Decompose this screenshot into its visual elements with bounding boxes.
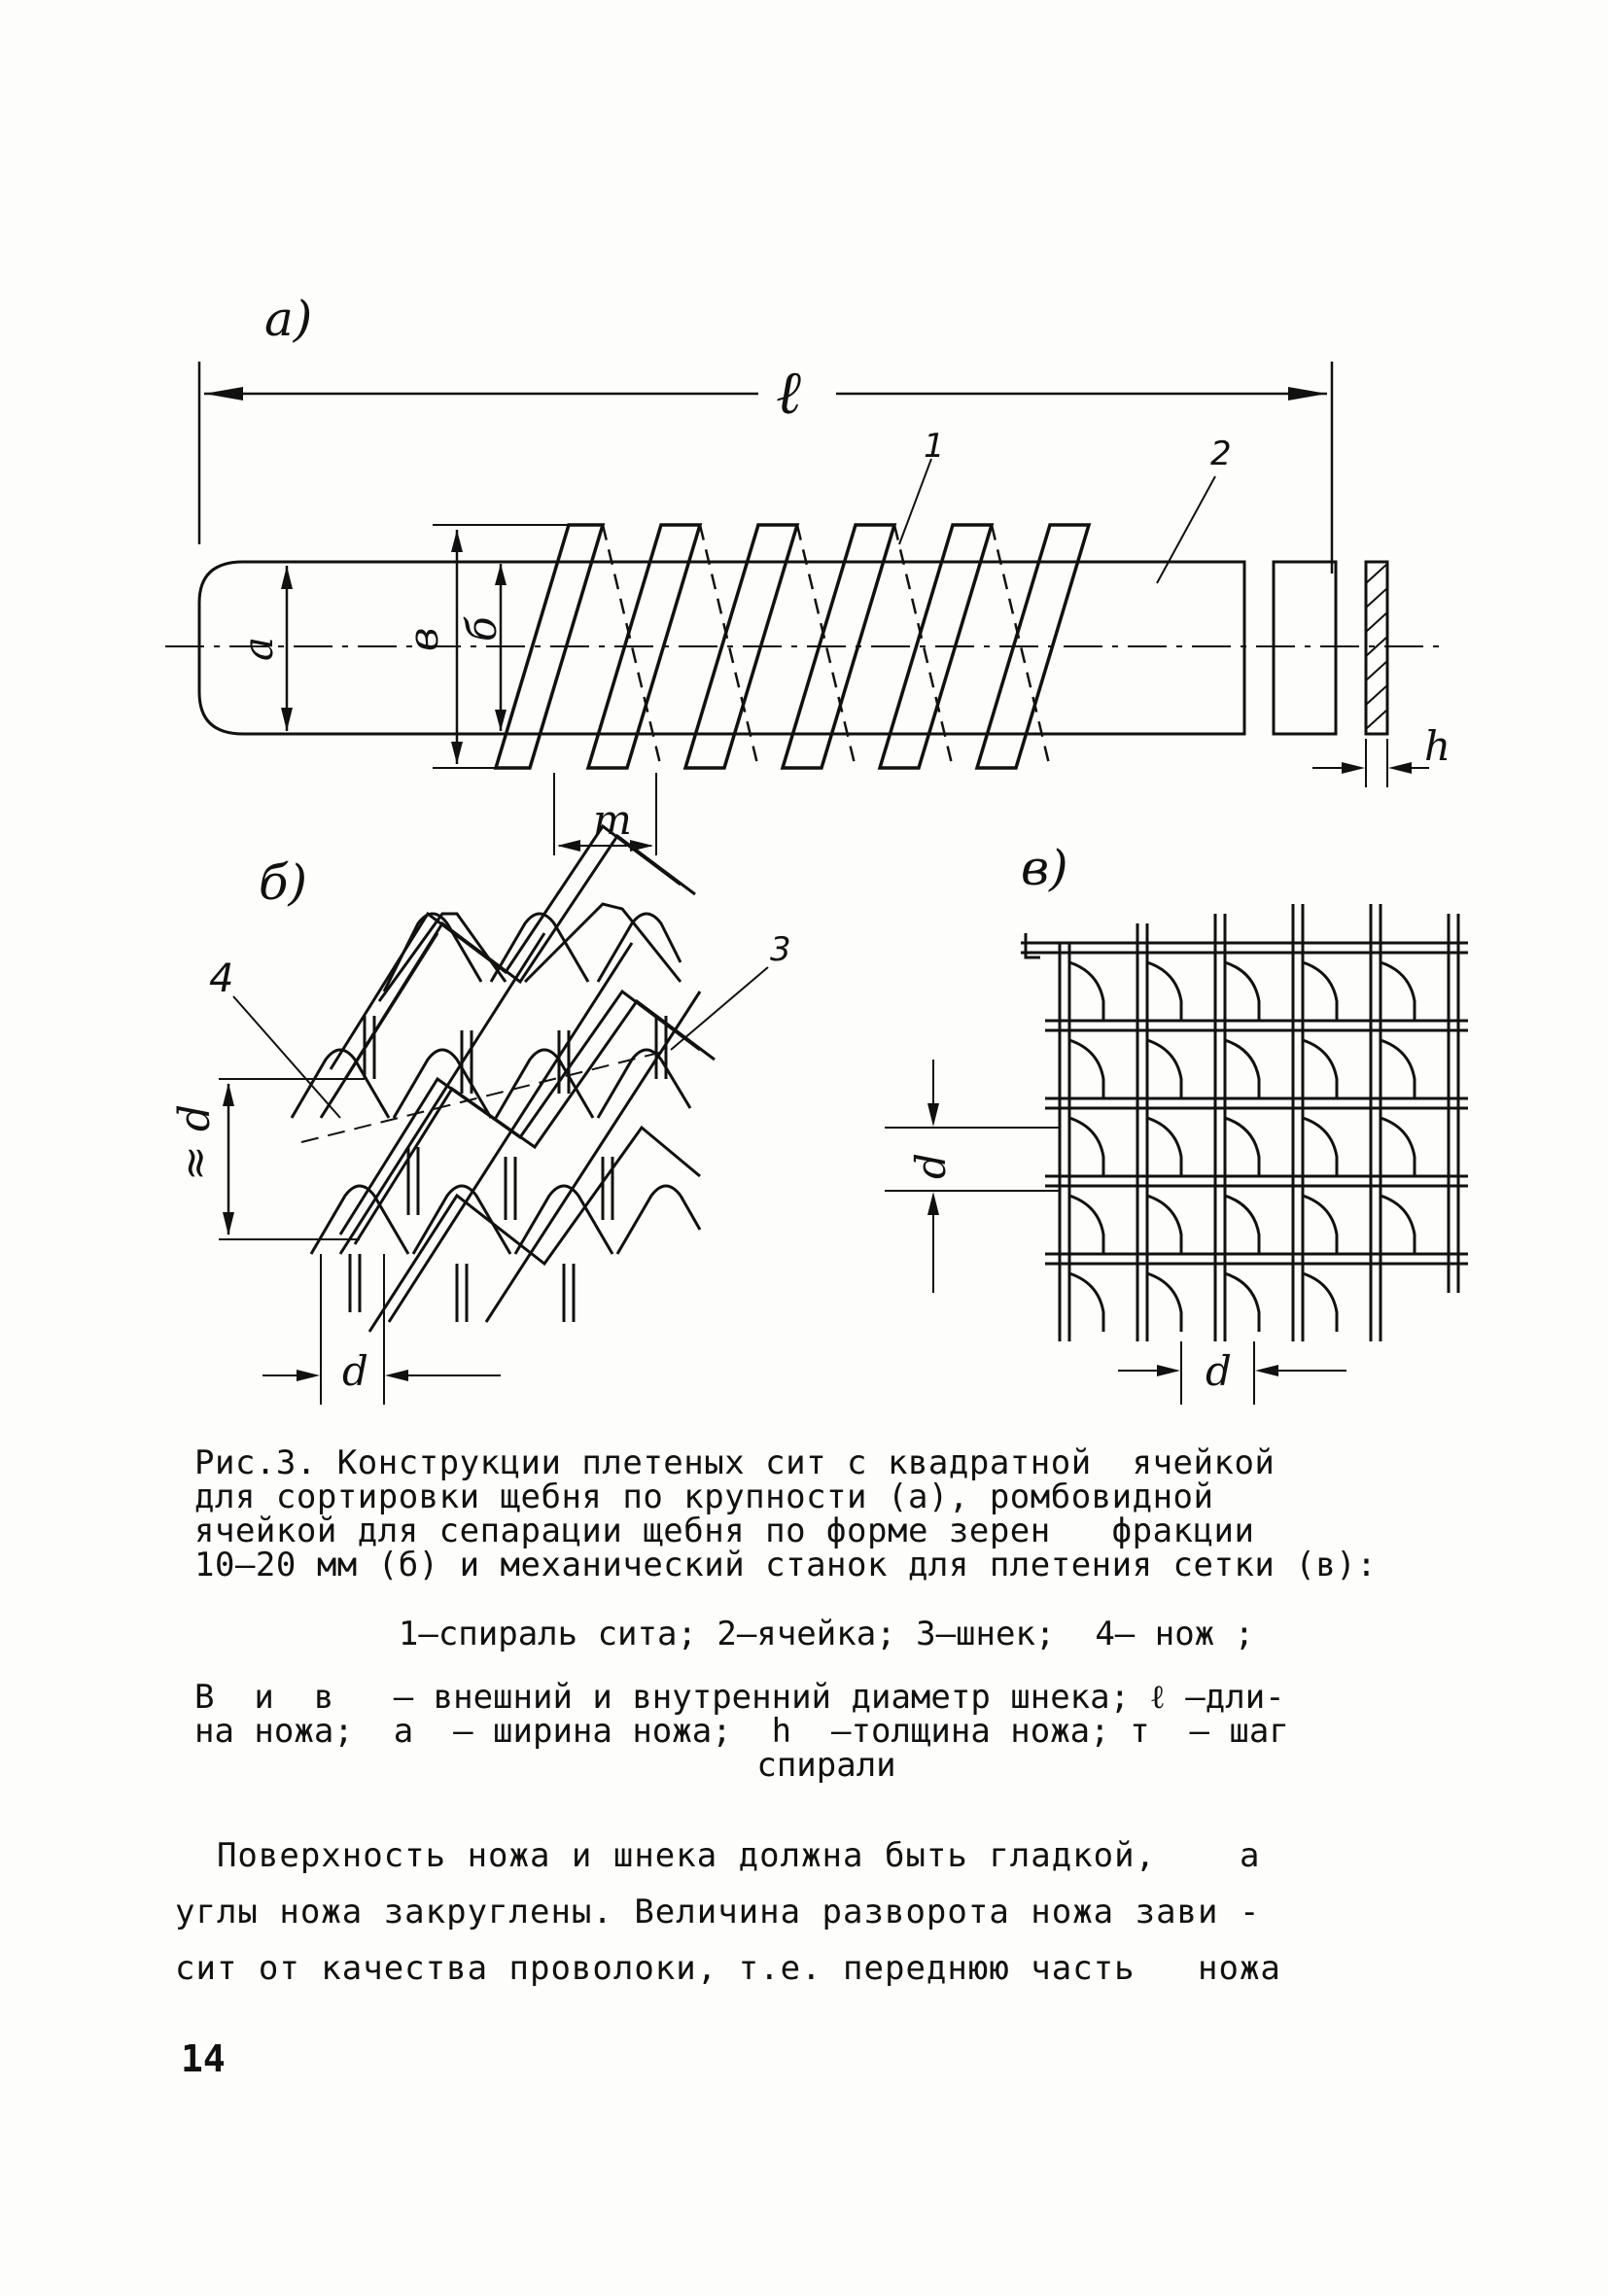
dim-label-d-panel-c-vertical: d [907,1153,955,1179]
callout-2: 2 [1210,435,1232,473]
body-paragraph [175,1827,1458,1997]
caption-line: 10–20 мм (б) и механический станок для плетения сетки (в): [194,1546,1378,1584]
body-line: сит от качества проволоки, т.е. переднюю часть ножа [175,1949,1281,1988]
dim-label-a: а [234,636,282,661]
figure-caption [194,1446,1458,1583]
panel-b-label: б) [259,854,308,911]
legend-line: на ножа; а – ширина ножа; h –толщина ножа; т – шаг [194,1712,1289,1751]
dim-label-h: h [1424,722,1451,770]
panel-c-label: в) [1021,840,1068,896]
panel-a-auger-drawing [165,362,1439,855]
legend-line: В и в – внешний и внутренний диаметр шнека; ℓ –дли- [194,1678,1285,1717]
dim-label-b: б [458,616,506,642]
caption-line: Рис.3. Конструкции плетеных сит с квадратной ячейкой [194,1444,1276,1482]
panel-b-rhombic-mesh-drawing [219,826,768,1405]
legend-items: 1–спираль сита; 2–ячейка; 3–шнек; 4– нож ; [398,1615,1255,1653]
panel-c-square-mesh-drawing [885,904,1468,1405]
dim-label-d-panel-b: d [342,1347,368,1395]
caption-line: ячейкой для сепарации щебня по форме зерен фракции [194,1512,1255,1550]
dim-label-approx-d: ≈ d [170,1103,220,1181]
body-line: углы ножа закруглены. Величина разворота ножа зави - [175,1893,1261,1931]
caption-line: для сортировки щебня по крупности (а), ромбовидной [194,1478,1214,1516]
body-line: Поверхность ножа и шнека должна быть гладкой, а [175,1836,1261,1875]
legend-line: спирали [756,1746,896,1785]
dim-label-d-panel-c-horizontal: d [1206,1347,1232,1395]
dim-label-B: в [400,627,447,651]
dim-label-l: ℓ [776,357,801,428]
figure-legend [194,1615,1458,1785]
page-number: 14 [181,2037,226,2080]
callout-3: 3 [770,930,791,969]
panel-a-label: а) [264,291,313,347]
callout-4: 4 [209,957,234,1001]
dim-label-T: т [593,796,632,844]
callout-1: 1 [924,427,945,466]
